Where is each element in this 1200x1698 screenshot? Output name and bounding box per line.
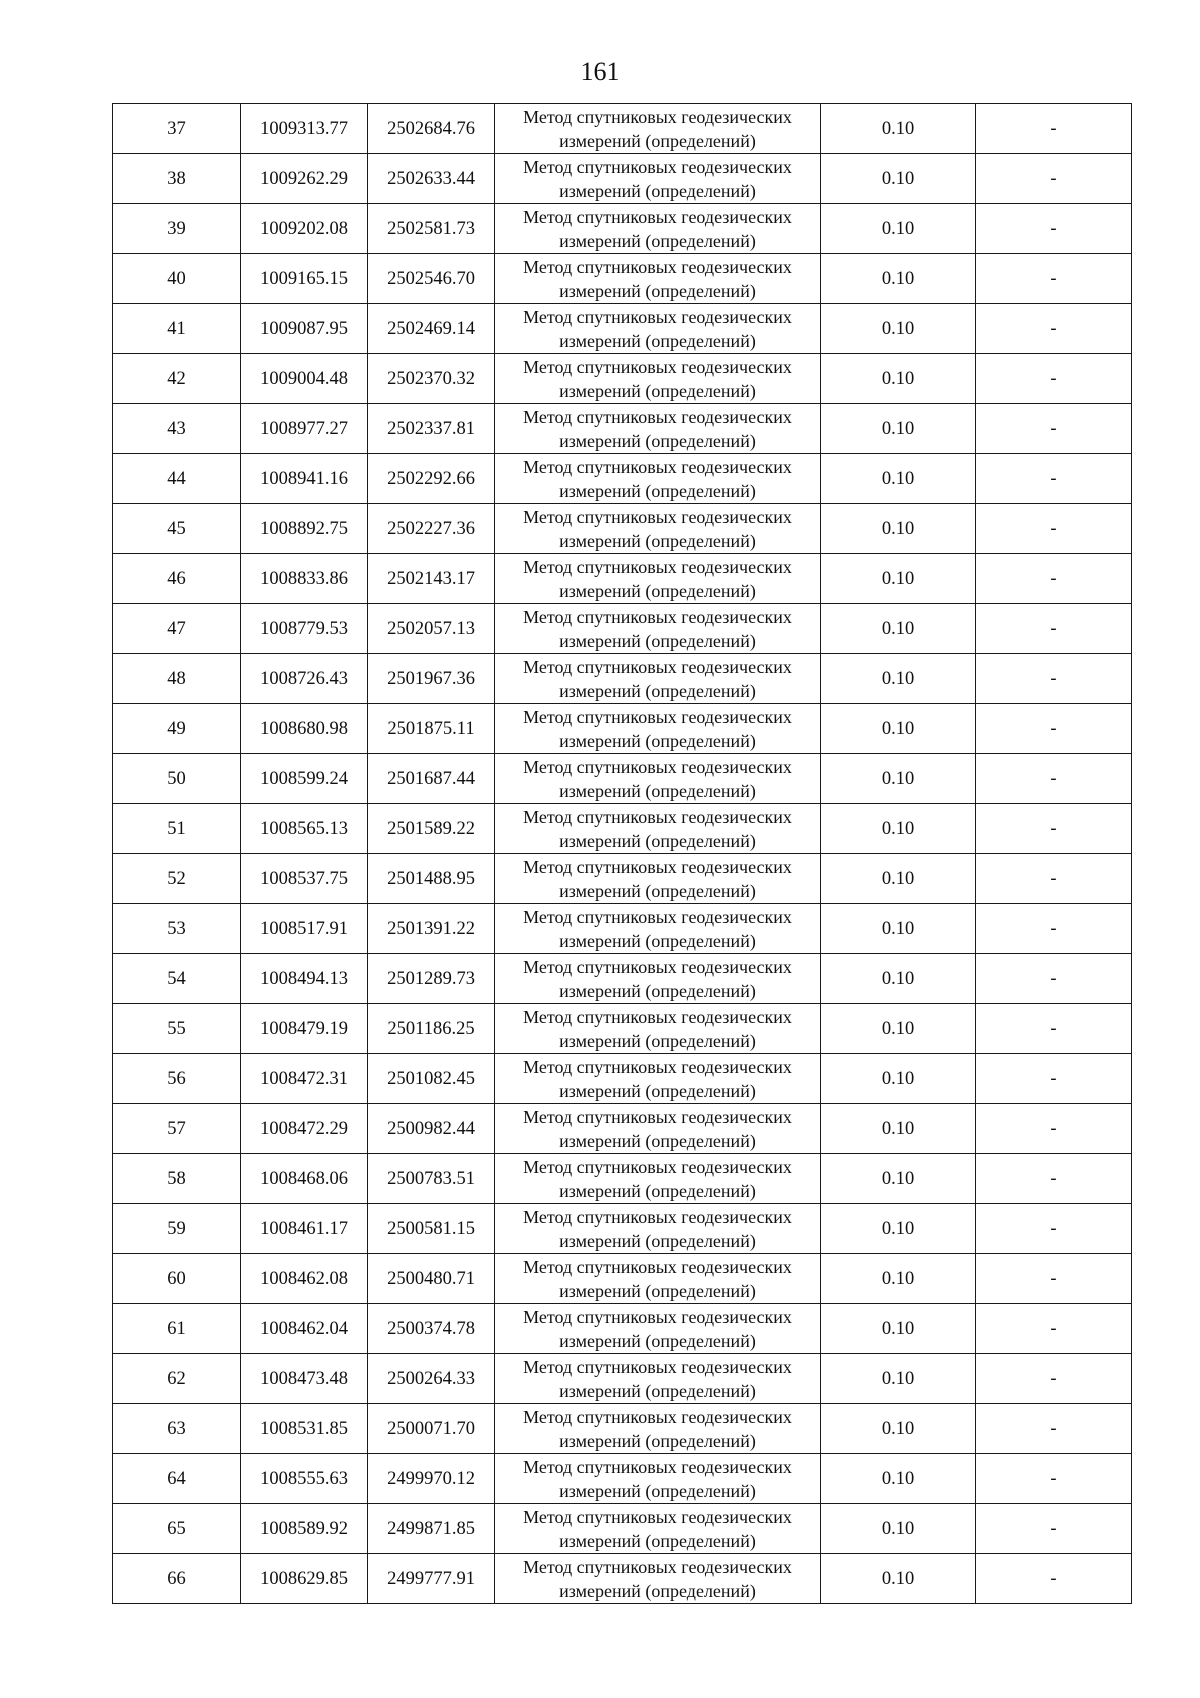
table-row xyxy=(113,704,1132,754)
method-cell xyxy=(495,654,821,704)
y-coordinate-cell: 2501967.36 xyxy=(368,654,495,704)
note-cell: - xyxy=(976,1304,1132,1354)
table-row xyxy=(113,1454,1132,1504)
accuracy-cell: 0.10 xyxy=(821,754,976,804)
method-cell xyxy=(495,404,821,454)
note-cell: - xyxy=(976,1454,1132,1504)
y-coordinate-cell: 2501186.25 xyxy=(368,1004,495,1054)
accuracy-cell: 0.10 xyxy=(821,654,976,704)
x-coordinate-cell: 1009004.48 xyxy=(241,354,368,404)
table-row xyxy=(113,1154,1132,1204)
accuracy-cell: 0.10 xyxy=(821,854,976,904)
table-row xyxy=(113,1554,1132,1604)
table-row xyxy=(113,304,1132,354)
method-line-1: Метод спутниковых геодезических xyxy=(523,656,792,677)
method-cell xyxy=(495,304,821,354)
accuracy-cell: 0.10 xyxy=(821,504,976,554)
table-row xyxy=(113,1204,1132,1254)
method-line-1: Метод спутниковых геодезических xyxy=(523,506,792,527)
y-coordinate-cell: 2499777.91 xyxy=(368,1554,495,1604)
note-cell: - xyxy=(976,404,1132,454)
method-cell xyxy=(495,104,821,154)
page-number: 161 xyxy=(580,57,620,86)
x-coordinate-cell: 1009202.08 xyxy=(241,204,368,254)
point-number-cell: 59 xyxy=(113,1204,241,1254)
x-coordinate-cell: 1008941.16 xyxy=(241,454,368,504)
note-cell: - xyxy=(976,504,1132,554)
accuracy-cell: 0.10 xyxy=(821,1204,976,1254)
accuracy-cell: 0.10 xyxy=(821,204,976,254)
x-coordinate-cell: 1009313.77 xyxy=(241,104,368,154)
method-line-1: Метод спутниковых геодезических xyxy=(523,556,792,577)
method-line-1: Метод спутниковых геодезических xyxy=(523,1456,792,1477)
accuracy-cell: 0.10 xyxy=(821,254,976,304)
method-line-1: Метод спутниковых геодезических xyxy=(523,906,792,927)
table-row xyxy=(113,454,1132,504)
method-line-1: Метод спутниковых геодезических xyxy=(523,1256,792,1277)
point-number-cell: 46 xyxy=(113,554,241,604)
method-line-1: Метод спутниковых геодезических xyxy=(523,1106,792,1127)
point-number-cell: 65 xyxy=(113,1504,241,1554)
point-number-cell: 57 xyxy=(113,1104,241,1154)
method-cell xyxy=(495,854,821,904)
method-cell xyxy=(495,804,821,854)
y-coordinate-cell: 2500071.70 xyxy=(368,1404,495,1454)
table-row xyxy=(113,354,1132,404)
point-number-cell: 62 xyxy=(113,1354,241,1404)
method-line-2: измерений (определений) xyxy=(559,830,756,851)
x-coordinate-cell: 1008531.85 xyxy=(241,1404,368,1454)
method-cell xyxy=(495,504,821,554)
method-cell xyxy=(495,1404,821,1454)
y-coordinate-cell: 2502337.81 xyxy=(368,404,495,454)
point-number-cell: 40 xyxy=(113,254,241,304)
method-cell xyxy=(495,204,821,254)
method-line-1: Метод спутниковых геодезических xyxy=(523,706,792,727)
point-number-cell: 64 xyxy=(113,1454,241,1504)
table-row xyxy=(113,804,1132,854)
x-coordinate-cell: 1009087.95 xyxy=(241,304,368,354)
x-coordinate-cell: 1008565.13 xyxy=(241,804,368,854)
method-line-2: измерений (определений) xyxy=(559,630,756,651)
note-cell: - xyxy=(976,154,1132,204)
method-line-2: измерений (определений) xyxy=(559,1480,756,1501)
method-line-2: измерений (определений) xyxy=(559,780,756,801)
method-cell xyxy=(495,454,821,504)
y-coordinate-cell: 2500581.15 xyxy=(368,1204,495,1254)
method-line-1: Метод спутниковых геодезических xyxy=(523,1156,792,1177)
note-cell: - xyxy=(976,754,1132,804)
x-coordinate-cell: 1009165.15 xyxy=(241,254,368,304)
y-coordinate-cell: 2502057.13 xyxy=(368,604,495,654)
method-line-2: измерений (определений) xyxy=(559,980,756,1001)
method-line-1: Метод спутниковых геодезических xyxy=(523,106,792,127)
method-line-1: Метод спутниковых геодезических xyxy=(523,1006,792,1027)
x-coordinate-cell: 1008494.13 xyxy=(241,954,368,1004)
table-row xyxy=(113,254,1132,304)
x-coordinate-cell: 1008473.48 xyxy=(241,1354,368,1404)
method-line-2: измерений (определений) xyxy=(559,1430,756,1451)
method-cell xyxy=(495,1504,821,1554)
point-number-cell: 66 xyxy=(113,1554,241,1604)
x-coordinate-cell: 1008461.17 xyxy=(241,1204,368,1254)
note-cell: - xyxy=(976,554,1132,604)
y-coordinate-cell: 2501488.95 xyxy=(368,854,495,904)
accuracy-cell: 0.10 xyxy=(821,454,976,504)
note-cell: - xyxy=(976,454,1132,504)
note-cell: - xyxy=(976,1004,1132,1054)
method-line-1: Метод спутниковых геодезических xyxy=(523,1406,792,1427)
y-coordinate-cell: 2500480.71 xyxy=(368,1254,495,1304)
point-number-cell: 54 xyxy=(113,954,241,1004)
y-coordinate-cell: 2500982.44 xyxy=(368,1104,495,1154)
table-row xyxy=(113,1054,1132,1104)
note-cell: - xyxy=(976,354,1132,404)
y-coordinate-cell: 2502227.36 xyxy=(368,504,495,554)
note-cell: - xyxy=(976,1354,1132,1404)
method-line-1: Метод спутниковых геодезических xyxy=(523,1506,792,1527)
x-coordinate-cell: 1008479.19 xyxy=(241,1004,368,1054)
y-coordinate-cell: 2501687.44 xyxy=(368,754,495,804)
method-line-2: измерений (определений) xyxy=(559,1180,756,1201)
y-coordinate-cell: 2501289.73 xyxy=(368,954,495,1004)
note-cell: - xyxy=(976,204,1132,254)
point-number-cell: 47 xyxy=(113,604,241,654)
table-row xyxy=(113,954,1132,1004)
accuracy-cell: 0.10 xyxy=(821,954,976,1004)
accuracy-cell: 0.10 xyxy=(821,104,976,154)
table-row xyxy=(113,1004,1132,1054)
table-row xyxy=(113,1404,1132,1454)
method-line-2: измерений (определений) xyxy=(559,680,756,701)
method-line-1: Метод спутниковых геодезических xyxy=(523,456,792,477)
method-cell xyxy=(495,1054,821,1104)
method-line-2: измерений (определений) xyxy=(559,230,756,251)
note-cell: - xyxy=(976,1554,1132,1604)
table-row xyxy=(113,854,1132,904)
note-cell: - xyxy=(976,1404,1132,1454)
point-number-cell: 53 xyxy=(113,904,241,954)
table-row xyxy=(113,1104,1132,1154)
accuracy-cell: 0.10 xyxy=(821,304,976,354)
note-cell: - xyxy=(976,1054,1132,1104)
accuracy-cell: 0.10 xyxy=(821,1154,976,1204)
method-line-1: Метод спутниковых геодезических xyxy=(523,856,792,877)
method-cell xyxy=(495,1154,821,1204)
method-line-1: Метод спутниковых геодезических xyxy=(523,406,792,427)
point-number-cell: 50 xyxy=(113,754,241,804)
method-line-2: измерений (определений) xyxy=(559,1380,756,1401)
note-cell: - xyxy=(976,804,1132,854)
y-coordinate-cell: 2500374.78 xyxy=(368,1304,495,1354)
x-coordinate-cell: 1008462.04 xyxy=(241,1304,368,1354)
y-coordinate-cell: 2501391.22 xyxy=(368,904,495,954)
method-line-1: Метод спутниковых геодезических xyxy=(523,156,792,177)
accuracy-cell: 0.10 xyxy=(821,804,976,854)
y-coordinate-cell: 2501589.22 xyxy=(368,804,495,854)
point-number-cell: 60 xyxy=(113,1254,241,1304)
point-number-cell: 56 xyxy=(113,1054,241,1104)
method-line-2: измерений (определений) xyxy=(559,580,756,601)
method-cell xyxy=(495,1454,821,1504)
note-cell: - xyxy=(976,1204,1132,1254)
point-number-cell: 49 xyxy=(113,704,241,754)
method-cell xyxy=(495,254,821,304)
method-cell xyxy=(495,1304,821,1354)
y-coordinate-cell: 2501875.11 xyxy=(368,704,495,754)
method-line-2: измерений (определений) xyxy=(559,1280,756,1301)
point-number-cell: 58 xyxy=(113,1154,241,1204)
method-cell xyxy=(495,604,821,654)
method-line-1: Метод спутниковых геодезических xyxy=(523,806,792,827)
method-line-2: измерений (определений) xyxy=(559,1530,756,1551)
table-body xyxy=(113,104,1132,1604)
note-cell: - xyxy=(976,1254,1132,1304)
note-cell: - xyxy=(976,704,1132,754)
method-line-2: измерений (определений) xyxy=(559,130,756,151)
table-row xyxy=(113,1354,1132,1404)
x-coordinate-cell: 1008680.98 xyxy=(241,704,368,754)
method-cell xyxy=(495,354,821,404)
method-line-2: измерений (определений) xyxy=(559,380,756,401)
accuracy-cell: 0.10 xyxy=(821,154,976,204)
method-line-1: Метод спутниковых геодезических xyxy=(523,256,792,277)
accuracy-cell: 0.10 xyxy=(821,1554,976,1604)
method-line-2: измерений (определений) xyxy=(559,1230,756,1251)
y-coordinate-cell: 2502469.14 xyxy=(368,304,495,354)
point-number-cell: 48 xyxy=(113,654,241,704)
y-coordinate-cell: 2501082.45 xyxy=(368,1054,495,1104)
x-coordinate-cell: 1008462.08 xyxy=(241,1254,368,1304)
method-cell xyxy=(495,154,821,204)
point-number-cell: 37 xyxy=(113,104,241,154)
method-cell xyxy=(495,754,821,804)
method-line-1: Метод спутниковых геодезических xyxy=(523,206,792,227)
y-coordinate-cell: 2502581.73 xyxy=(368,204,495,254)
note-cell: - xyxy=(976,304,1132,354)
table-row xyxy=(113,1504,1132,1554)
method-line-2: измерений (определений) xyxy=(559,430,756,451)
method-line-1: Метод спутниковых геодезических xyxy=(523,1556,792,1577)
method-line-2: измерений (определений) xyxy=(559,1130,756,1151)
table-row xyxy=(113,504,1132,554)
x-coordinate-cell: 1008537.75 xyxy=(241,854,368,904)
accuracy-cell: 0.10 xyxy=(821,1454,976,1504)
point-number-cell: 45 xyxy=(113,504,241,554)
note-cell: - xyxy=(976,654,1132,704)
accuracy-cell: 0.10 xyxy=(821,354,976,404)
note-cell: - xyxy=(976,604,1132,654)
y-coordinate-cell: 2502143.17 xyxy=(368,554,495,604)
method-cell xyxy=(495,904,821,954)
method-line-2: измерений (определений) xyxy=(559,280,756,301)
point-number-cell: 39 xyxy=(113,204,241,254)
point-number-cell: 51 xyxy=(113,804,241,854)
note-cell: - xyxy=(976,254,1132,304)
table-row xyxy=(113,554,1132,604)
table-row xyxy=(113,104,1132,154)
accuracy-cell: 0.10 xyxy=(821,1004,976,1054)
x-coordinate-cell: 1008599.24 xyxy=(241,754,368,804)
method-line-2: измерений (определений) xyxy=(559,1330,756,1351)
point-number-cell: 55 xyxy=(113,1004,241,1054)
method-cell xyxy=(495,1004,821,1054)
method-cell xyxy=(495,1254,821,1304)
method-line-2: измерений (определений) xyxy=(559,730,756,751)
method-line-2: измерений (определений) xyxy=(559,1030,756,1051)
table-row xyxy=(113,604,1132,654)
method-line-1: Метод спутниковых геодезических xyxy=(523,756,792,777)
method-line-2: измерений (определений) xyxy=(559,530,756,551)
accuracy-cell: 0.10 xyxy=(821,1504,976,1554)
x-coordinate-cell: 1008468.06 xyxy=(241,1154,368,1204)
accuracy-cell: 0.10 xyxy=(821,1404,976,1454)
point-number-cell: 43 xyxy=(113,404,241,454)
method-line-1: Метод спутниковых геодезических xyxy=(523,1306,792,1327)
accuracy-cell: 0.10 xyxy=(821,904,976,954)
accuracy-cell: 0.10 xyxy=(821,1354,976,1404)
accuracy-cell: 0.10 xyxy=(821,1254,976,1304)
accuracy-cell: 0.10 xyxy=(821,554,976,604)
method-cell xyxy=(495,1354,821,1404)
accuracy-cell: 0.10 xyxy=(821,1054,976,1104)
method-cell xyxy=(495,1554,821,1604)
x-coordinate-cell: 1008892.75 xyxy=(241,504,368,554)
x-coordinate-cell: 1008472.31 xyxy=(241,1054,368,1104)
note-cell: - xyxy=(976,1104,1132,1154)
note-cell: - xyxy=(976,854,1132,904)
x-coordinate-cell: 1008629.85 xyxy=(241,1554,368,1604)
note-cell: - xyxy=(976,104,1132,154)
y-coordinate-cell: 2502546.70 xyxy=(368,254,495,304)
x-coordinate-cell: 1008977.27 xyxy=(241,404,368,454)
coordinates-table xyxy=(112,103,1132,1604)
method-line-1: Метод спутниковых геодезических xyxy=(523,1356,792,1377)
method-line-1: Метод спутниковых геодезических xyxy=(523,1206,792,1227)
y-coordinate-cell: 2499970.12 xyxy=(368,1454,495,1504)
note-cell: - xyxy=(976,954,1132,1004)
x-coordinate-cell: 1008472.29 xyxy=(241,1104,368,1154)
point-number-cell: 52 xyxy=(113,854,241,904)
point-number-cell: 42 xyxy=(113,354,241,404)
method-line-1: Метод спутниковых геодезических xyxy=(523,956,792,977)
method-line-2: измерений (определений) xyxy=(559,330,756,351)
y-coordinate-cell: 2500783.51 xyxy=(368,1154,495,1204)
table-row xyxy=(113,204,1132,254)
point-number-cell: 44 xyxy=(113,454,241,504)
method-line-1: Метод спутниковых геодезических xyxy=(523,606,792,627)
point-number-cell: 61 xyxy=(113,1304,241,1354)
table-row xyxy=(113,404,1132,454)
table-row xyxy=(113,904,1132,954)
x-coordinate-cell: 1009262.29 xyxy=(241,154,368,204)
method-cell xyxy=(495,554,821,604)
x-coordinate-cell: 1008517.91 xyxy=(241,904,368,954)
y-coordinate-cell: 2500264.33 xyxy=(368,1354,495,1404)
method-cell xyxy=(495,1104,821,1154)
method-line-2: измерений (определений) xyxy=(559,180,756,201)
accuracy-cell: 0.10 xyxy=(821,1104,976,1154)
note-cell: - xyxy=(976,904,1132,954)
method-line-2: измерений (определений) xyxy=(559,930,756,951)
table-row xyxy=(113,154,1132,204)
x-coordinate-cell: 1008833.86 xyxy=(241,554,368,604)
accuracy-cell: 0.10 xyxy=(821,404,976,454)
table-row xyxy=(113,1254,1132,1304)
x-coordinate-cell: 1008726.43 xyxy=(241,654,368,704)
point-number-cell: 63 xyxy=(113,1404,241,1454)
point-number-cell: 38 xyxy=(113,154,241,204)
y-coordinate-cell: 2502370.32 xyxy=(368,354,495,404)
y-coordinate-cell: 2502633.44 xyxy=(368,154,495,204)
method-line-1: Метод спутниковых геодезических xyxy=(523,1056,792,1077)
note-cell: - xyxy=(976,1504,1132,1554)
accuracy-cell: 0.10 xyxy=(821,1304,976,1354)
method-line-2: измерений (определений) xyxy=(559,1080,756,1101)
y-coordinate-cell: 2502292.66 xyxy=(368,454,495,504)
method-line-2: измерений (определений) xyxy=(559,880,756,901)
method-line-2: измерений (определений) xyxy=(559,1580,756,1601)
accuracy-cell: 0.10 xyxy=(821,604,976,654)
accuracy-cell: 0.10 xyxy=(821,704,976,754)
method-cell xyxy=(495,954,821,1004)
x-coordinate-cell: 1008589.92 xyxy=(241,1504,368,1554)
point-number-cell: 41 xyxy=(113,304,241,354)
method-line-1: Метод спутниковых геодезических xyxy=(523,356,792,377)
method-cell xyxy=(495,704,821,754)
y-coordinate-cell: 2499871.85 xyxy=(368,1504,495,1554)
x-coordinate-cell: 1008555.63 xyxy=(241,1454,368,1504)
method-line-1: Метод спутниковых геодезических xyxy=(523,306,792,327)
x-coordinate-cell: 1008779.53 xyxy=(241,604,368,654)
table-row xyxy=(113,1304,1132,1354)
note-cell: - xyxy=(976,1154,1132,1204)
y-coordinate-cell: 2502684.76 xyxy=(368,104,495,154)
method-cell xyxy=(495,1204,821,1254)
table-row xyxy=(113,654,1132,704)
table-row xyxy=(113,754,1132,804)
method-line-2: измерений (определений) xyxy=(559,480,756,501)
